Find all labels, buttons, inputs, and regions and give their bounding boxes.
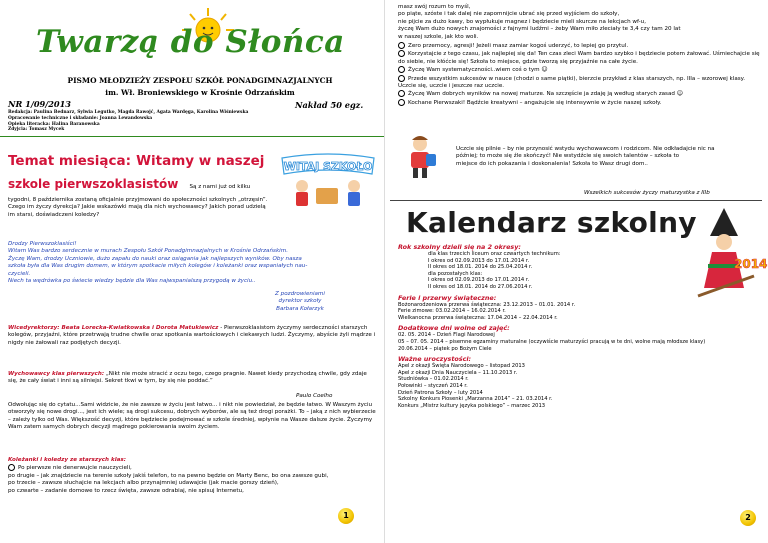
director-line: Niech ta wędrówka po świecie wiedzy będzie dla Was najwspanialszą przygodą w życiu.. (8, 278, 256, 285)
wicedyrektorzy-section (8, 325, 378, 347)
koledzy-label: Koleżanki i koledzy ze starszych klas: (8, 457, 126, 463)
smiley-bullet-icon (398, 42, 405, 49)
temat-label: Temat miesiąca: (8, 153, 132, 169)
kalendarz-body (398, 243, 706, 409)
kalendarz-line: Konkurs „Mistrz kultury języka polskiego” – marzec 2013 (398, 402, 546, 409)
right-intro-line: masz swój rozum to myśl, (398, 4, 471, 10)
credits (8, 110, 308, 133)
right-bullet-item (398, 50, 760, 66)
wicedyrektorzy-label: Wicedyrektorzy: Beata Lorecka-Kwiatkowska i Dorota Matukiewicz (8, 325, 219, 331)
bullet-text: Przede wszystkim sukcesów w nauce (chodzi o same piątki), bierzcie przykład z klas starszych, np. IIIa – wzorowej klasy. Uczcie się, uczcie i jeszcze raz uczcie. (398, 75, 745, 90)
wychowawcy-label: Wychowawcy klas pierwszych: (8, 371, 105, 377)
kalendarz-line: 02. 05. 2014 – Dzień Flagi Narodowej (398, 332, 495, 339)
right-intro-line: życzę Wam dużo nowych znajomości z fajnymi ludźmi – żeby Wam miło zleciały te 3,4 czy tam 20 lat (398, 26, 681, 33)
quote-author: Paulo Coelho (296, 393, 333, 399)
section-lines (398, 332, 758, 352)
right-intro-line: po piąte, szóste i tak dalej nie zapomnijcie ubrać się przed wyjściem do szkoły, (398, 11, 620, 18)
right-intro-line: w naszej szkole, jak kto woli. (398, 33, 479, 40)
issue-number: NR 1/09/2013 (8, 99, 71, 109)
kalendarz-line: I okres od 02.09.2013 do 17.01.2014 r. (428, 277, 530, 284)
section-lines (398, 251, 698, 291)
koledzy-line: po drugie – jak znajdziecie na terenie szkoły jakiś telefon, to na pewno będzie on Marty Benc, bo ona zawsze gubi, (8, 472, 329, 479)
kalendarz-line: dla klas trzecich liceum oraz czwartych technikum: (428, 251, 561, 257)
temat-line2: szkole pierwszoklasistów (8, 177, 179, 191)
credits-line: Opieka literacka: Halina Baranowska (8, 121, 100, 127)
right-tail-line: miejsce do ich pokazania i doskonalenia! Szkoła to Wasz drugi dom.. (456, 160, 648, 167)
page-right (384, 0, 768, 543)
temat-heading (8, 150, 264, 169)
print-run: Nakład 50 egz. (295, 100, 364, 110)
kalendarz-line: Apel z okazji Dnia Nauczyciela – 11.10.2013 r. (398, 369, 518, 376)
page-number: 1 (338, 508, 354, 524)
kalendarz-line: Ferie zimowe: 03.02.2014 – 16.02.2014 r. (398, 308, 506, 315)
wicedyrektorzy-text: - Pierwszoklasistom życzymy serdeczności starszych kolegów, przyjaźni, które przetrwają trudne chwile oraz spotkania wartościowych i ciekawych ludzi. Życzymy, abyście żyli mądrze i nigdy nie żałowali raz podjętych decyzji. (8, 325, 376, 346)
kalendarz-line: II okres od 18.01. 2014 do 27.06.2014 r. (428, 283, 533, 290)
credits-line: Redakcja: Paulina Bednarz, Sylwia Legutko, Magda Rawojć, Agata Wardęga, Karolina Wiśniewska (8, 110, 249, 115)
bullet-text: Korzystajcie z tego czasu, jak najlepiej się da! Ten czas zleci Wam bardzo szybko i będziecie potem żałować. Uśmiechajcie się do siebie, nie kłóćcie się! Szkoła to miejsce, gdzie tworzą się przyjaźnie na całe życie. (398, 51, 760, 65)
smiley-bullet-icon (398, 99, 405, 106)
smiley-icon: ☺ (676, 90, 683, 98)
koledzy-line-text: Po pierwsze nie denerwujcie nauczycieli, (18, 465, 132, 472)
koledzy-line: po czwarte – zadanie domowe to rzecz święta, zawsze odrabiaj, nie spisuj Internetu, (8, 487, 244, 494)
smiley-icon: ☺ (541, 66, 548, 74)
wychowawcy-text: Odwołując się do cytatu...Sami widzicie, że nie zawsze w życiu jest łatwo... i nikt nie powiedział, że będzie łatwo. W Waszym życiu otworzyły się nowe drogi..., jest ich wiele; są drogi sukcesu, dobrych wyborów, ale są też drogi porażki. To – jaką z nich wybierzecie – zależy tylko od Was. Większość decyzji, które będziecie podejmować w szkole średniej, wpłynie na Wasze dalsze życie. Życzymy Wam zatem samych dobrych decyzji mądrego pokierowania swoim życiem. (8, 402, 376, 431)
kalendarz-line: Dzień Patrona Szkoły – luty 2014 (398, 389, 483, 396)
kalendarz-title: Kalendarz szkolny (406, 206, 697, 239)
masthead-school-line2: im. Wł. Broniewskiego w Krośnie Odrzańskim (105, 88, 295, 97)
temat-line2-rest: Są z nami już od kilku (189, 184, 251, 190)
kalendarz-line: 20.06.2014 – piątek po Bożym Ciele (398, 345, 492, 352)
temat-label-rest: Witamy w naszej (136, 153, 265, 169)
right-intro-line: nie pijcie za dużo kawy, bo wypłukuje magnez i będziecie mieli skurcze na lekcjach wf-u, (398, 18, 646, 25)
koledzy-section (8, 457, 338, 495)
closing-line: Barbara Kołarzyk (276, 305, 324, 312)
year-badge: 2014 (734, 257, 768, 271)
page-gutter (384, 0, 385, 543)
right-tail (456, 146, 756, 168)
page-number: 2 (740, 510, 756, 526)
section-lines (398, 363, 698, 409)
kalendarz-line: Wielkanocna przerwa świąteczna: 17.04.2014 – 22.04.2014 r. (398, 314, 558, 321)
kalendarz-line: Połowinki – styczeń 2014 r. (398, 382, 468, 389)
credits-line: Zdyjcia: Tomasz Mycek (8, 127, 65, 133)
kalendarz-line: Studniówka – 01.02.2014 r. (398, 376, 469, 383)
closing-line: Z pozdrowieniami (275, 291, 325, 297)
koledzy-line (8, 464, 338, 472)
smiley-bullet-icon (398, 75, 405, 82)
temat-subheading (8, 173, 250, 192)
director-greeting: Drodzy Pierwszoklasiści! (8, 241, 77, 247)
temat-intro: tygodni, 8 października zostaną oficjalnie przyjmowani do społeczności szkolnych „otrzęsin”. Czego im życzy dyrekcja? Jakie wskazówki mają dla nich wychowawcy? Jakich porad udzielą im starsi, doświadczeni koledzy? (8, 197, 268, 218)
director-letter (8, 241, 378, 285)
bullet-text: Życzę Wam dobrych wyników na nowej maturze. Na szczęście ja zdaję ją według starych zasad (408, 91, 675, 98)
section-heading: Rok szkolny dzieli się na 2 okresy: (398, 243, 521, 251)
signoff: Wszelkich sukcesów życzy maturzystka z IIIb (584, 190, 710, 196)
divider (390, 200, 762, 201)
smiley-bullet-icon (8, 464, 15, 471)
right-bullet-list (398, 42, 760, 107)
masthead-title: Twarzą do Słońca (36, 24, 345, 60)
kalendarz-line: dla pozostałych klas: (428, 270, 483, 277)
right-bullet-item (398, 99, 760, 107)
bullet-text: Życzę Wam systematyczności..wiem coś o tym (408, 67, 540, 74)
right-bullet-item (398, 42, 760, 50)
smiley-bullet-icon (398, 66, 405, 73)
right-bullet-item (398, 75, 760, 91)
kalendarz-line: I okres od 02.09.2013 do 17.01.2014 r. (428, 257, 530, 264)
bullet-text: Kochane Pierwszaki! Bądźcie kreatywni – angażujcie się intensywnie w życie naszej szkoły. (408, 99, 662, 106)
koledzy-line: po trzecie – zawsze słuchajcie na lekcjach albo przynajmniej udawajcie (jak macie gorszy dzień), (8, 480, 279, 487)
credits-line: Opracowanie techniczne i składanie: Joanna Lewandowska (8, 115, 153, 121)
bullet-text: Zero przemocy, agresji! Jeżeli masz zamiar kogoś uderzyć, to lepiej go przytul. (408, 43, 629, 49)
kalendarz-line: Bożonarodzeniowa przerwa świąteczna: 23.12.2013 – 01.01. 2014 r. (398, 301, 576, 308)
director-closing (240, 291, 360, 313)
director-line: czycieli. (8, 270, 31, 277)
sign-text: WITAJ SZKOŁO (283, 160, 373, 173)
kalendarz-line: Apel z okazji Święta Narodowego – listopad 2013 (398, 363, 525, 370)
closing-line: dyrektor szkoły (278, 298, 322, 305)
section-heading: Ważne uroczystości: (398, 355, 472, 364)
right-tail-line: Uczcie się pilnie – by nie przynosić wstydu wychowawcom i rodzicom. Nie odkładajcie nic na (456, 146, 715, 152)
kids-sign-illustration-icon (276, 152, 380, 210)
wychowawcy-quote: „Nikt nie może stracić z oczu tego, czego pragnie. Nawet kiedy przychodzą chwile, gdy zdaje się, że cały świat i inni są silniejsi. Sekret tkwi w tym, by się nie poddać.” (8, 371, 367, 385)
section-lines (398, 302, 698, 322)
wychowawcy-section (8, 371, 378, 386)
kalendarz-line: Szkolny Konkurs Piosenki „Marzanna 2014” – 21. 03.2014 r. (398, 396, 553, 403)
schoolkid-illustration-icon (400, 134, 440, 180)
director-line: Życzę Wam, drodzy Uczniowie, dużo zapału do nauki oraz osiągania jak najlepszych wyników. Oby nasza (8, 255, 302, 262)
right-bullet-item (398, 90, 760, 98)
masthead-school-line1: PISMO MŁODZIEŻY ZESPOŁU SZKÓŁ PONADGIMNAZJALNYCH (67, 76, 333, 85)
divider (0, 136, 384, 137)
witch-2014-illustration-icon (694, 206, 768, 302)
section-heading: Dodatkowe dni wolne od zajęć: (398, 324, 510, 333)
director-line: szkoła była dla Was drugim domem, w którym spotkacie miłych kolegów i koleżanki oraz wspaniałych nau- (8, 263, 308, 270)
kalendarz-line: 05 – 07. 05. 2014 – pisemne egzaminy maturalne (oczywiście maturzyści pracują w te dni, wolne mają młodsze klasy) (398, 338, 706, 345)
director-line: Witam Was bardzo serdecznie w murach Zespołu Szkół Ponadgimnazjalnych w Krośnie Odrzańskim. (8, 248, 288, 255)
smiley-bullet-icon (398, 50, 405, 57)
right-intro (398, 4, 758, 41)
smiley-bullet-icon (398, 90, 405, 97)
right-bullet-item (398, 66, 760, 74)
section-heading: Ferie i przerwy świąteczne: (398, 293, 497, 302)
kalendarz-line: II okres od 18.01. 2014 do 25.04.2014 r. (428, 264, 533, 271)
right-tail-line: później; to może się źle skończyć! Nie wstydźcie się swoich talentów – szkoła to (456, 153, 680, 160)
